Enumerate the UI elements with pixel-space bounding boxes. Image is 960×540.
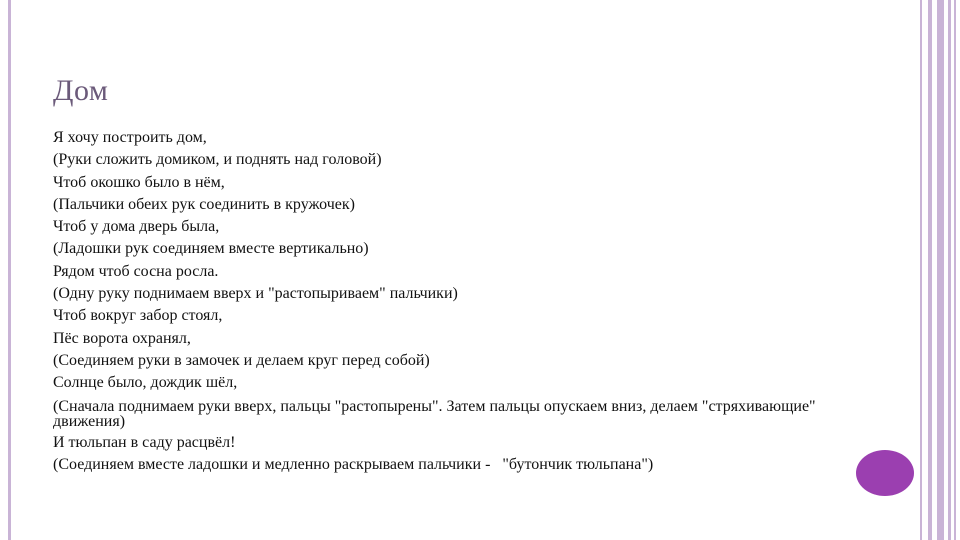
text-line: (Соединяем руки в замочек и делаем круг перед собой)	[53, 351, 430, 369]
text-line: И тюльпан в саду расцвёл!	[53, 433, 236, 451]
text-line: Солнце было, дождик шёл,	[53, 374, 238, 392]
text-line: (Сначала поднимаем руки вверх, пальцы "растопырены". Затем пальцы опускаем вниз, делаем "стряхивающие" движения)	[53, 397, 816, 430]
text-line: (Руки сложить домиком, и поднять над головой)	[53, 151, 382, 169]
text-line: Чтоб окошко было в нём,	[53, 173, 225, 191]
frame-line	[928, 0, 932, 540]
text-line: (Ладошки рук соединяем вместе вертикально)	[53, 240, 369, 258]
frame-line	[920, 0, 922, 540]
text-line: Я хочу построить дом,	[53, 129, 207, 146]
frame-line	[954, 0, 956, 540]
slide-title: Дом	[53, 74, 109, 107]
text-line: Чтоб у дома дверь была,	[53, 218, 220, 236]
text-line: (Соединяем вместе ладошки и медленно раскрываем пальчики - "бутончик тюльпана")	[53, 455, 654, 473]
text-line: (Пальчики обеих рук соединить в кружочек)	[53, 195, 355, 213]
frame-line	[948, 0, 951, 540]
text-line: Чтоб вокруг забор стоял,	[53, 307, 223, 325]
decorative-circle	[856, 450, 914, 496]
text-line: Рядом чтоб сосна росла.	[53, 262, 219, 280]
text-line: (Одну руку поднимаем вверх и "растопыриваем" пальчики)	[53, 285, 458, 303]
slide-body-text	[53, 127, 833, 476]
slide-frame-left-line	[8, 0, 11, 540]
text-line: Пёс ворота охранял,	[53, 329, 191, 347]
frame-line	[937, 0, 944, 540]
